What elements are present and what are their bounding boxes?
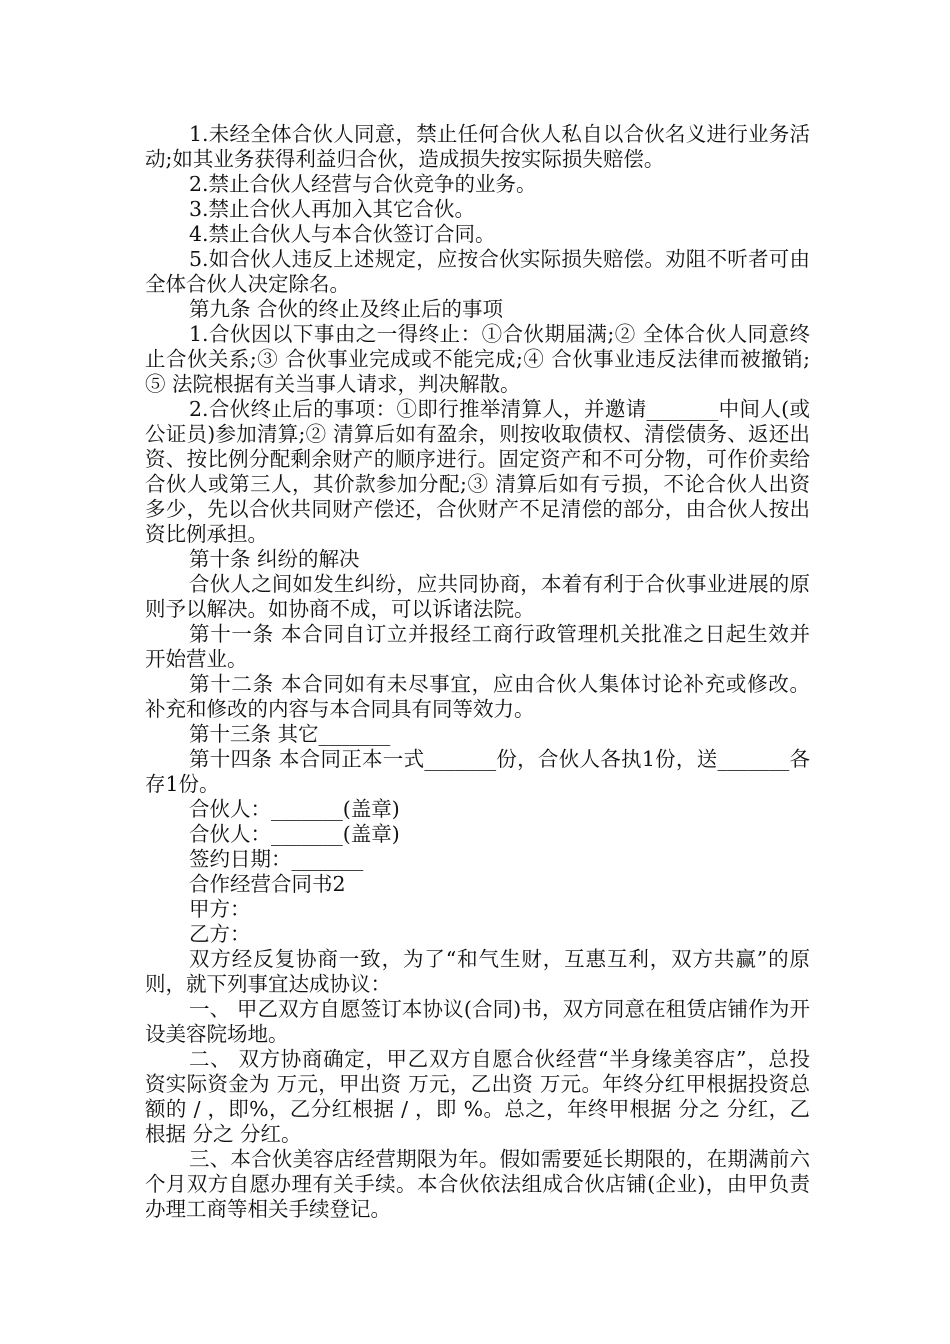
paragraph-preamble: 双方经反复协商一致，为了“和气生财，互惠互利，双方共赢”的原则，就下列事宜达成协议： [145,947,810,996]
article-14: 第十四条 本合同正本一式_______份，合伙人各执1份，送_______各存1份。 [145,747,810,796]
party-b: 乙方： [189,922,251,946]
article-10-heading: 第十条 纠纷的解决 [189,547,360,571]
article-12: 第十二条 本合同如有未尽事宜，应由合伙人集体讨论补充或修改。补充和修改的内容与本合同具有同等效力。 [145,672,810,721]
paragraph-clause-5: 5.如合伙人违反上述规定，应按合伙实际损失赔偿。劝阻不听者可由全体合伙人决定除名。 [145,247,810,296]
paragraph-item-3: 三、本合伙美容店经营期限为年。假如需要延长期限的，在期满前六个月双方自愿办理有关手续。本合伙依法组成合伙店铺(企业)，由甲负责办理工商等相关手续登记。 [145,1147,810,1221]
contract-2-title: 合作经营合同书2 [189,872,346,896]
party-a: 甲方： [189,897,251,921]
article-11: 第十一条 本合同自订立并报经工商行政管理机关批准之日起生效并开始营业。 [145,622,810,671]
signature-partner-2: 合伙人：_______(盖章) [189,822,400,846]
signature-partner-1: 合伙人：_______(盖章) [189,797,400,821]
paragraph-clause-3: 3.禁止合伙人再加入其它合伙。 [189,197,476,221]
paragraph-item-2: 二、 双方协商确定，甲乙双方自愿合伙经营“半身缘美容店”，总投资实际资金为 万元，甲出资 万元，乙出资 万元。年终分红甲根据投资总额的 / ，即%，乙分红根据 / ，即 %。总之，年终甲根据 分之 分红，乙根据 分之 分红。 [145,1047,810,1146]
signing-date: 签约日期：_______ [189,847,364,871]
article-13: 第十三条 其它_______ [189,722,391,746]
paragraph-clause-4: 4.禁止合伙人与本合伙签订合同。 [189,222,496,246]
paragraph-article-10: 合伙人之间如发生纠纷，应共同协商，本着有利于合伙事业进展的原则予以解决。如协商不成，可以诉诸法院。 [145,572,810,621]
article-9-heading: 第九条 合伙的终止及终止后的事项 [189,297,504,321]
paragraph-clause-2: 2.禁止合伙人经营与合伙竞争的业务。 [189,172,537,196]
document-body [145,122,810,1222]
paragraph-clause-1: 1.未经全体合伙人同意，禁止任何合伙人私自以合伙名义进行业务活动;如其业务获得利益归合伙，造成损失按实际损失赔偿。 [145,122,810,171]
paragraph-article-9-1: 1.合伙因以下事由之一得终止：①合伙期届满;② 全体合伙人同意终止合伙关系;③ 合伙事业完成或不能完成;④ 合伙事业违反法律而被撤销;⑤ 法院根据有关当事人请求，判决解散。 [145,322,810,396]
paragraph-article-9-2: 2.合伙终止后的事项：①即行推举清算人，并邀请_______中间人(或公证员)参加清算;② 清算后如有盈余，则按收取债权、清偿债务、返还出资、按比例分配剩余财产的顺序进行。固定资产和不可分物，可作价卖给合伙人或第三人，其价款参加分配;③ 清算后如有亏损，不论合伙人出资多少，先以合伙共同财产偿还，合伙财产不足清偿的部分，由合伙人按出资比例承担。 [145,397,810,546]
paragraph-item-1: 一、 甲乙双方自愿签订本协议(合同)书，双方同意在租赁店铺作为开设美容院场地。 [145,997,810,1046]
